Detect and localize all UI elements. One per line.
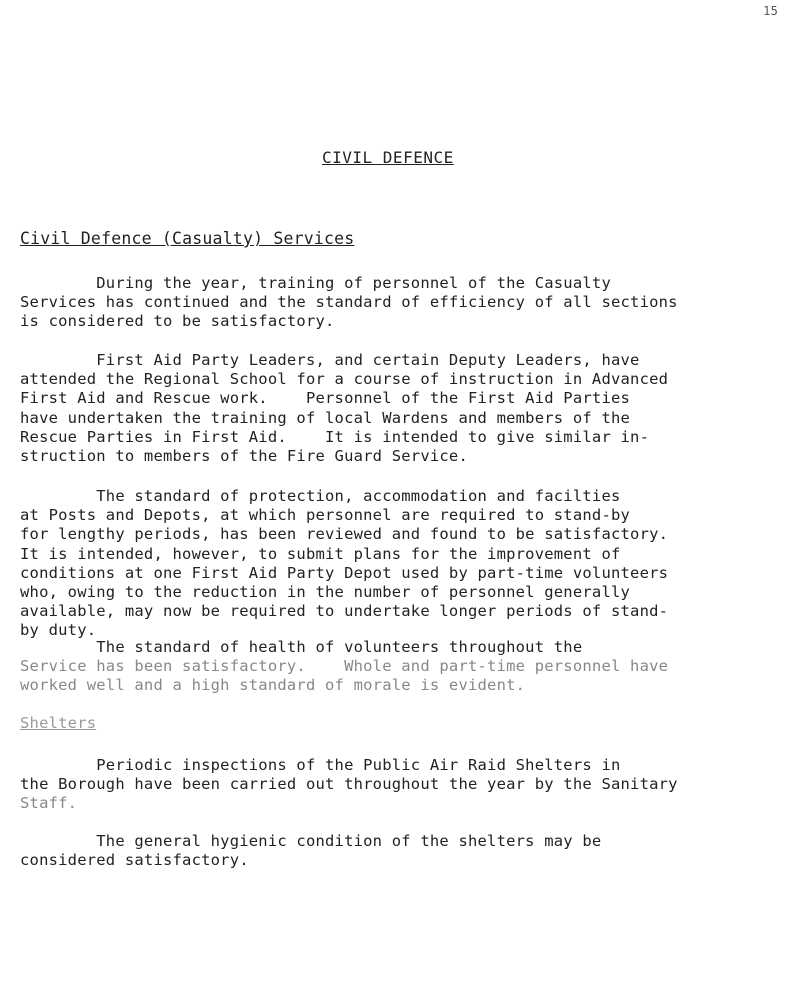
- page-number: 15: [763, 4, 778, 18]
- text-line: First Aid and Rescue work. Personnel of the First Aid Parties: [20, 389, 631, 408]
- text-line: for lengthy periods, has been reviewed and found to be satisfactory.: [20, 525, 669, 544]
- text-line: by duty.: [20, 621, 97, 640]
- section-title: Civil Defence (Casualty) Services: [20, 229, 355, 248]
- text-line: Staff.: [20, 794, 78, 813]
- text-line: Service has been satisfactory. Whole and part-time personnel have: [20, 657, 669, 676]
- text-line: the Borough have been carried out throughout the year by the Sanitary: [20, 775, 678, 794]
- text-line: The general hygienic condition of the shelters may be: [20, 832, 602, 850]
- text-line: conditions at one First Aid Party Depot used by part-time volunteers: [20, 563, 669, 582]
- text-line: at Posts and Depots, at which personnel are required to stand-by: [20, 506, 631, 525]
- text-line: have undertaken the training of local Wardens and members of the: [20, 408, 631, 427]
- text-line: struction to members of the Fire Guard Service.: [20, 447, 468, 466]
- shelters-heading: Shelters: [20, 714, 97, 732]
- paragraph-shelters-hygiene: [20, 832, 790, 870]
- paragraph-shelters-inspections: [20, 756, 790, 814]
- text-line: First Aid Party Leaders, and certain Deputy Leaders, have: [20, 351, 640, 369]
- paragraph-health: [20, 638, 790, 696]
- text-line: who, owing to the reduction in the number of personnel generally: [20, 583, 631, 602]
- text-line: considered satisfactory.: [20, 851, 249, 870]
- text-line: worked well and a high standard of morale is evident.: [20, 676, 526, 695]
- paragraph-first-aid: [20, 351, 790, 466]
- text-line: available, may now be required to undertake longer periods of stand-: [20, 602, 669, 621]
- text-line: Rescue Parties in First Aid. It is intended to give similar in-: [20, 427, 650, 446]
- text-line: The standard of health of volunteers throughout the: [20, 638, 583, 656]
- text-line: It is intended, however, to submit plans for the improvement of: [20, 544, 621, 563]
- text-line: attended the Regional School for a course of instruction in Advanced: [20, 370, 669, 389]
- paragraph-training: [20, 274, 790, 332]
- text-line: is considered to be satisfactory.: [20, 312, 335, 331]
- text-line: The standard of protection, accommodation and facilties: [20, 487, 621, 505]
- page-title: CIVIL DEFENCE: [322, 148, 454, 167]
- text-line: During the year, training of personnel of the Casualty: [20, 274, 611, 292]
- paragraph-protection: [20, 487, 790, 641]
- text-line: Services has continued and the standard of efficiency of all sections: [20, 293, 678, 312]
- text-line: Periodic inspections of the Public Air Raid Shelters in: [20, 756, 621, 774]
